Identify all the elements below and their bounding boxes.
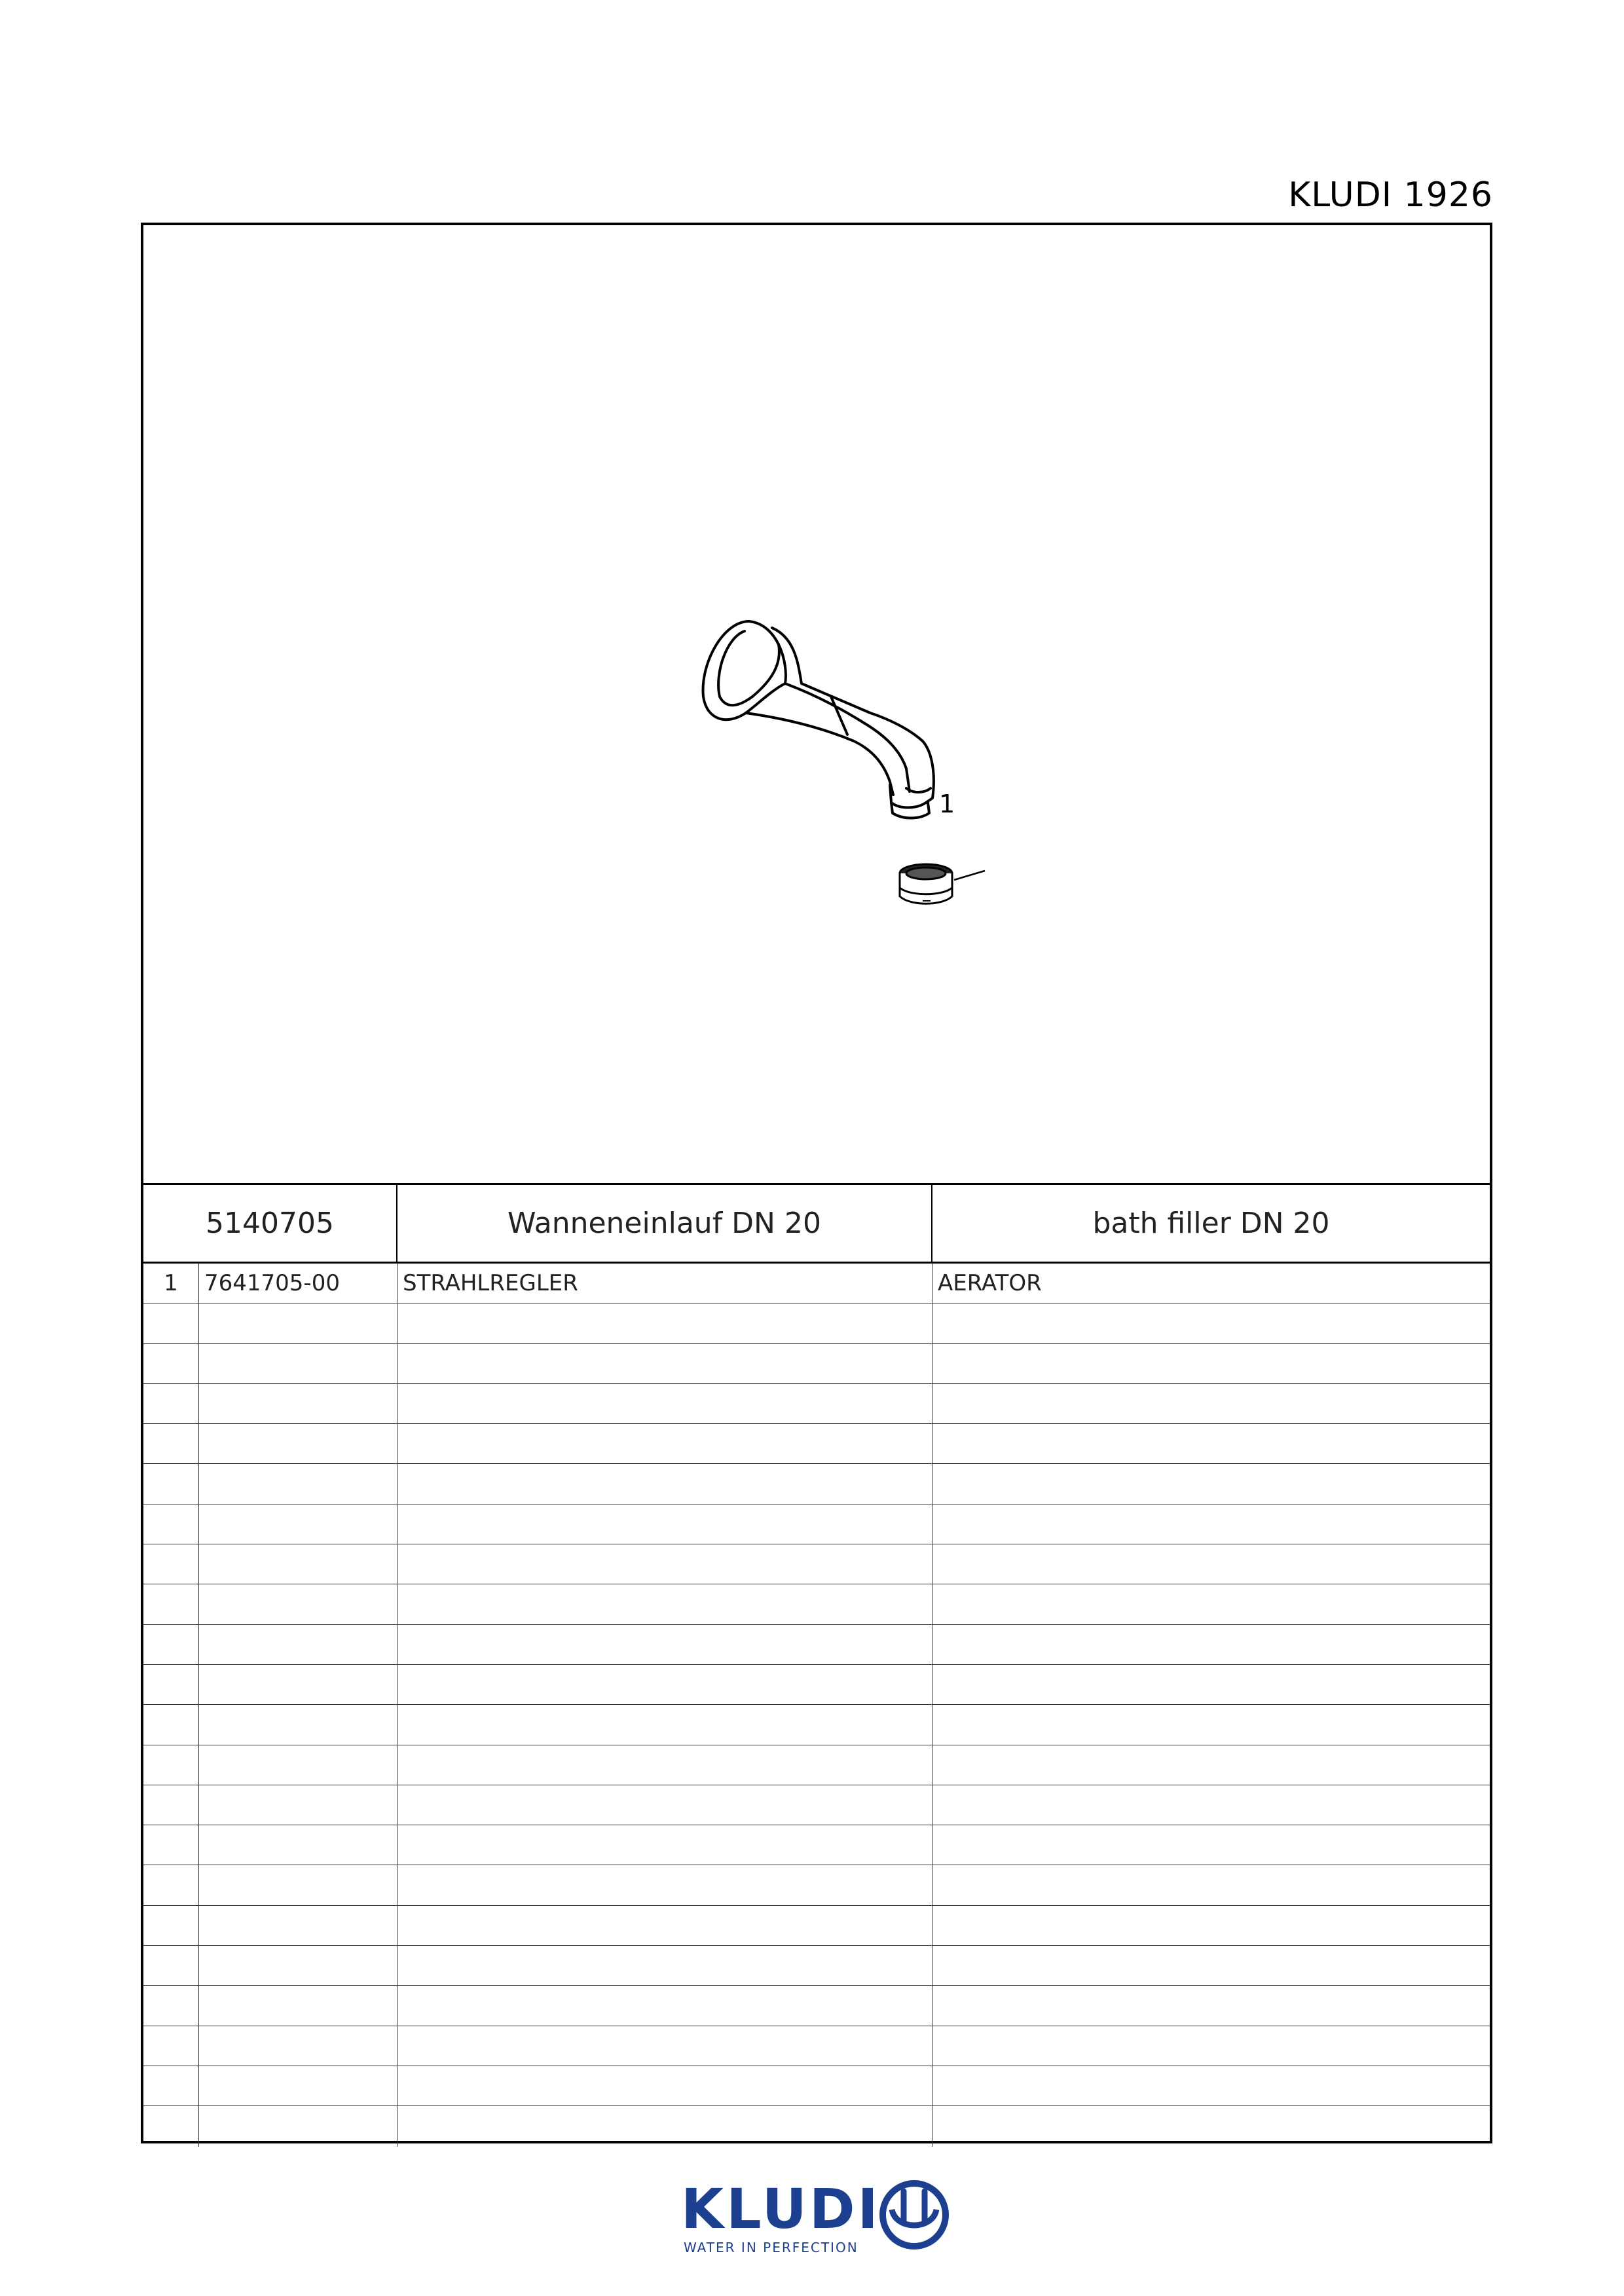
part-position [143,2066,199,2105]
part-article-number [199,1424,397,1463]
part-position [143,1384,199,1423]
parts-row [143,1303,1490,1343]
part-name-de: STRAHLREGLER [397,1264,932,1303]
part-name-de [397,1705,932,1744]
part-article-number [199,1865,397,1904]
parts-row [143,1946,1490,1986]
part-article-number [199,1544,397,1584]
part-name-en [932,1464,1490,1503]
parts-row [143,1584,1490,1624]
part-name-en [932,1424,1490,1463]
spare-parts-sheet [141,223,1492,2143]
part-article-number [199,2106,397,2146]
parts-row [143,1424,1490,1464]
parts-row [143,1625,1490,1665]
part-article-number [199,1303,397,1343]
part-article-number [199,1384,397,1423]
parts-row [143,1384,1490,1424]
part-name-de [397,1464,932,1503]
part-position [143,1705,199,1744]
part-article-number [199,1344,397,1383]
part-position [143,1986,199,2025]
part-position: 1 [143,1264,199,1303]
part-name-en [932,1986,1490,2025]
part-position [143,1504,199,1544]
part-position [143,1665,199,1704]
part-article-number [199,2026,397,2066]
part-name-en [932,1906,1490,1945]
part-article-number [199,1785,397,1825]
part-name-en [932,2106,1490,2146]
part-name-de [397,1504,932,1544]
part-name-en [932,1303,1490,1343]
part-name-en [932,1785,1490,1825]
parts-row [143,1745,1490,1785]
part-name-de [397,1745,932,1785]
parts-row [143,1665,1490,1705]
part-name-de [397,2026,932,2066]
product-header-row [143,1185,1490,1264]
parts-row [143,2066,1490,2106]
part-article-number [199,1745,397,1785]
part-position [143,1424,199,1463]
part-article-number [199,1986,397,2025]
part-position [143,1584,199,1624]
parts-row [143,1825,1490,1865]
part-position [143,1865,199,1904]
parts-row [143,2106,1490,2146]
part-name-en [932,1625,1490,1664]
part-name-de [397,1384,932,1423]
part-name-en [932,2066,1490,2105]
exploded-drawing-area [143,225,1490,1185]
parts-row [143,1906,1490,1946]
part-name-de [397,1625,932,1664]
part-name-en [932,1865,1490,1904]
part-article-number [199,1464,397,1503]
part-name-en [932,1584,1490,1624]
part-name-de [397,1544,932,1584]
part-article-number [199,1825,397,1865]
part-position [143,1946,199,1985]
callout-leader-line [954,871,985,880]
part-article-number [199,1705,397,1744]
product-description-de: Wanneneinlauf DN 20 [397,1185,932,1262]
part-name-de [397,1785,932,1825]
part-position [143,1303,199,1343]
part-position [143,2106,199,2146]
part-article-number [199,1584,397,1624]
part-name-de [397,1865,932,1904]
parts-row [143,1264,1490,1303]
part-name-en [932,1344,1490,1383]
parts-row [143,1986,1490,2026]
part-article-number [199,1946,397,1985]
part-name-de [397,1946,932,1985]
part-position [143,1625,199,1664]
parts-row [143,1785,1490,1825]
part-name-en [932,2026,1490,2066]
part-name-de [397,1825,932,1865]
logo-wordmark: KLUDI [681,2177,881,2241]
part-position [143,1745,199,1785]
kludi-wave-mark-icon [877,2178,951,2251]
part-name-de [397,1424,932,1463]
callout-label: 1 [939,790,955,818]
part-name-en [932,1705,1490,1744]
part-name-en [932,1384,1490,1423]
part-position [143,1544,199,1584]
part-article-number [199,2066,397,2105]
product-article-number: 5140705 [143,1185,397,1262]
parts-row [143,1865,1490,1905]
part-name-de [397,1303,932,1343]
part-article-number: 7641705-00 [199,1264,397,1303]
part-article-number [199,1665,397,1704]
part-name-en [932,1825,1490,1865]
part-name-de [397,1665,932,1704]
part-position [143,1825,199,1865]
part-name-en [932,1544,1490,1584]
part-position [143,2026,199,2066]
part-name-de [397,2106,932,2146]
part-position [143,1464,199,1503]
part-name-de [397,1584,932,1624]
bath-spout-drawing [674,566,1132,1109]
parts-row [143,1544,1490,1584]
part-name-de [397,1906,932,1945]
product-description-en: bath filler DN 20 [1092,1207,1330,1240]
logo-tagline: WATER IN PERFECTION [684,2240,858,2255]
parts-row [143,1344,1490,1384]
part-article-number [199,1906,397,1945]
part-position [143,1344,199,1383]
part-name-en: AERATOR [938,1270,1042,1297]
parts-row [143,2026,1490,2066]
part-name-de [397,1986,932,2025]
part-position [143,1906,199,1945]
parts-row [143,1504,1490,1544]
part-name-de [397,1344,932,1383]
part-name-de [397,2066,932,2105]
part-position [143,1785,199,1825]
part-article-number [199,1625,397,1664]
kludi-logo [681,2177,956,2255]
part-name-en [932,1665,1490,1704]
series-title: KLUDI 1926 [1288,175,1493,215]
parts-row [143,1464,1490,1504]
part-name-en [932,1504,1490,1544]
part-name-en [932,1745,1490,1785]
part-name-en [932,1946,1490,1985]
part-article-number [199,1504,397,1544]
parts-row [143,1705,1490,1745]
parts-list [143,1264,1490,2147]
